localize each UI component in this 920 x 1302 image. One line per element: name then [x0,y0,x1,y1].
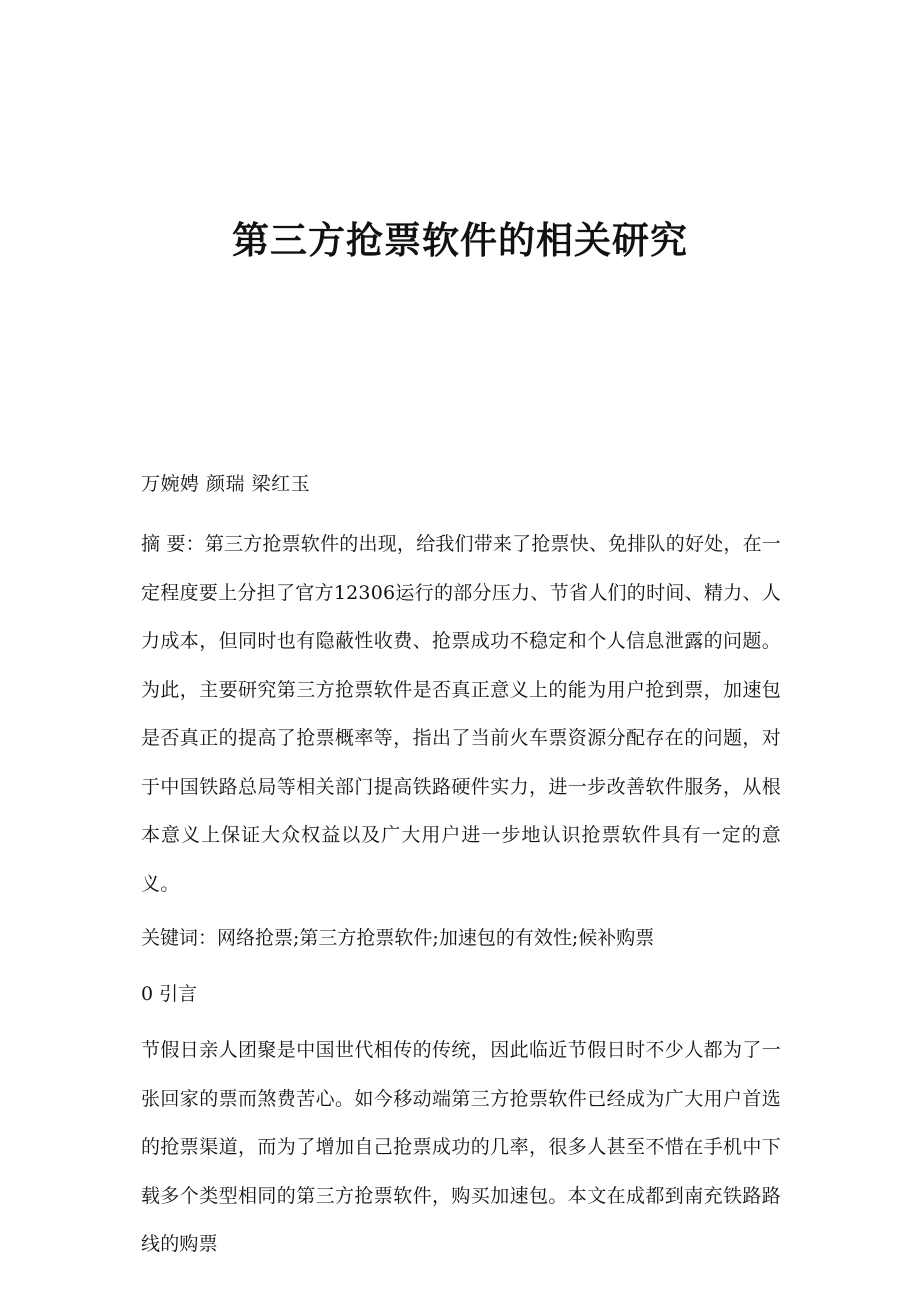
abstract-paragraph [141,520,781,908]
abstract-text: 第三方抢票软件的出现，给我们带来了抢票快、免排队的好处，在一定程度要上分担了官方12306运行的部分压力、节省人们的时间、精力、人力成本，但同时也有隐蔽性收费、抢票成功不稳定和个人信息泄露的问题。为此，主要研究第三方抢票软件是否真正意义上的能为用户抢到票，加速包是否真正的提高了抢票概率等，指出了当前火车票资源分配存在的问题，对于中国铁路总局等相关部门提高铁路硬件实力，进一步改善软件服务，从根本意义上保证大众权益以及广大用户进一步地认识抢票软件具有一定的意义。 [141,533,781,895]
author-list: 万婉娉 颜瑞 梁红玉 [141,473,311,495]
body-paragraph: 节假日亲人团聚是中国世代相传的传统，因此临近节假日时不少人都为了一张回家的票而煞费苦心。如今移动端第三方抢票软件已经成为广大用户首选的抢票渠道，而为了增加自己抢票成功的几率，很多人甚至不惜在手机中下载多个类型相同的第三方抢票软件，购买加速包。本文在成都到南充铁路路线的购票 [141,1039,781,1255]
section-heading-introduction: 0 引言 [141,983,198,1005]
abstract-label: 摘 要： [141,533,205,555]
keywords-label: 关键词： [141,927,218,949]
keywords-line [141,914,781,962]
paper-title: 第三方抢票软件的相关研究 [232,218,688,262]
keywords-text: 网络抢票;第三方抢票软件;加速包的有效性;候补购票 [217,927,655,949]
paper-content [141,466,781,1269]
